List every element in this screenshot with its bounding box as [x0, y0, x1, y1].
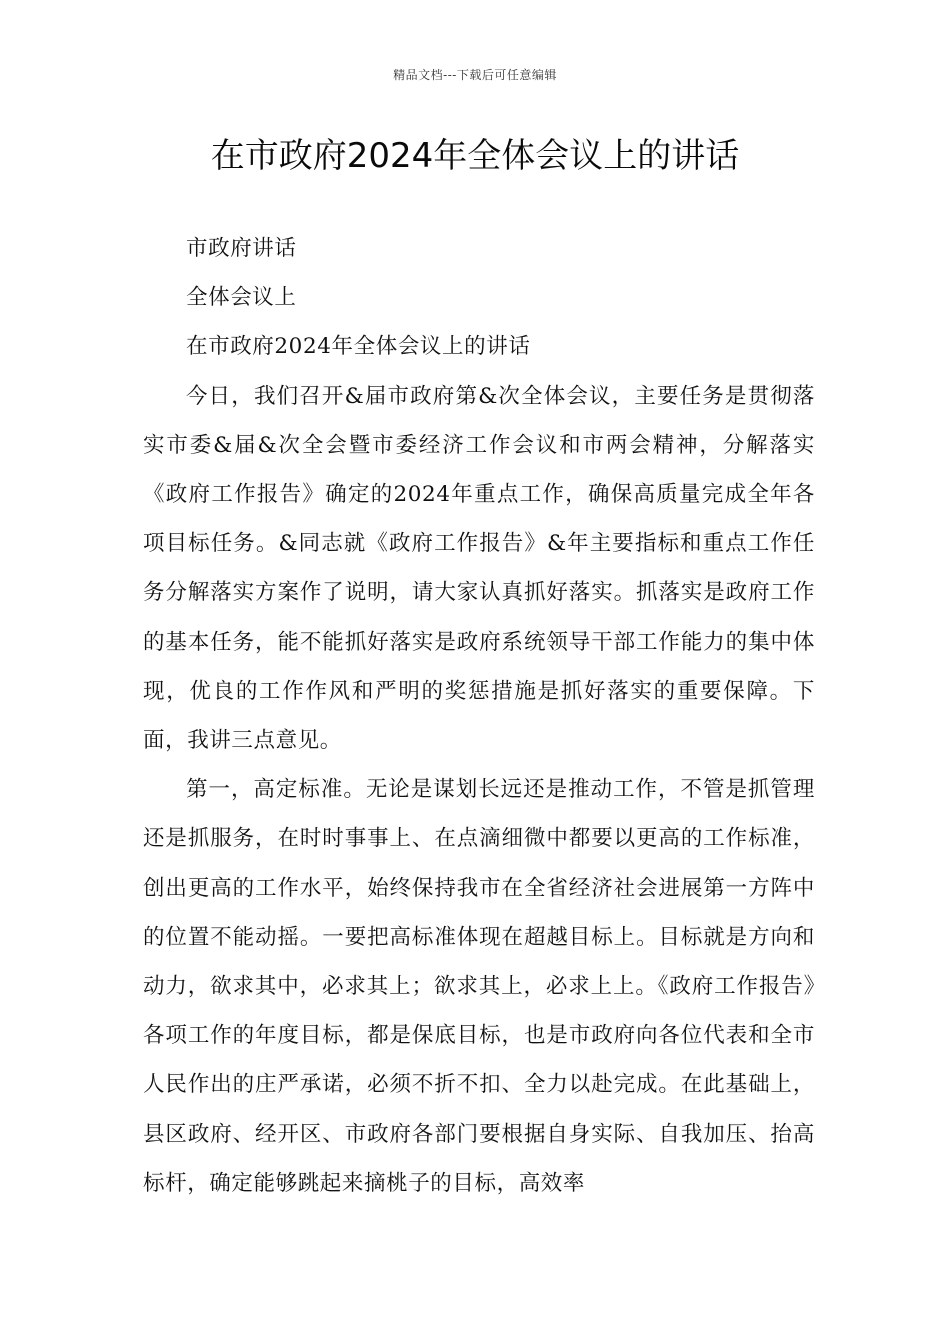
- document-body: [143, 224, 815, 1208]
- paragraph-5: 第一，高定标准。无论是谋划长远还是推动工作，不管是抓管理还是抓服务，在时时事事上、在点滴细微中都要以更高的工作标准，创出更高的工作水平，始终保持我市在全省经济社会进展第一方阵中的位置不能动摇。一要把高标准体现在超越目标上。目标就是方向和动力，欲求其中，必求其上；欲求其上，必求上上。《政府工作报告》各项工作的年度目标，都是保底目标，也是市政府向各位代表和全市人民作出的庄严承诺，必须不折不扣、全力以赴完成。在此基础上，县区政府、经开区、市政府各部门要根据自身实际、自我加压、抬高标杆，确定能够跳起来摘桃子的目标，高效率: [143, 777, 815, 1196]
- header-note: 精品文档---下载后可任意编辑: [393, 68, 557, 82]
- paragraph-3: 在市政府2024年全体会议上的讲话: [186, 334, 531, 360]
- paragraph-4: 今日，我们召开&届市政府第&次全体会议，主要任务是贯彻落实市委&届&次全会暨市委经济工作会议和市两会精神，分解落实《政府工作报告》确定的2024年重点工作，确保高质量完成全年各项目标任务。&同志就《政府工作报告》&年主要指标和重点工作任务分解落实方案作了说明，请大家认真抓好落实。抓落实是政府工作的基本任务，能不能抓好落实是政府系统领导干部工作能力的集中体现，优良的工作作风和严明的奖惩措施是抓好落实的重要保障。下面，我讲三点意见。: [143, 383, 815, 754]
- document-title: 在市政府2024年全体会议上的讲话: [210, 136, 740, 176]
- paragraph-2: 全体会议上: [186, 285, 297, 311]
- paragraph-1: 市政府讲话: [186, 236, 297, 261]
